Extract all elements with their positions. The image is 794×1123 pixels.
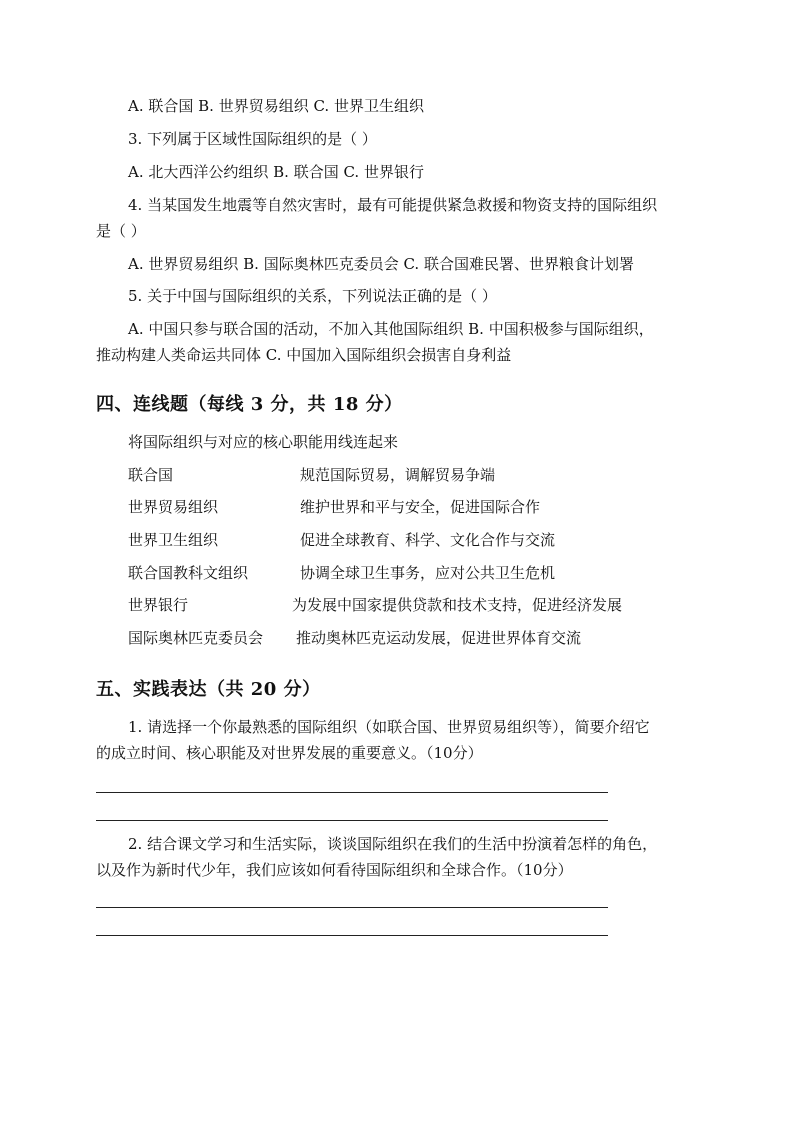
- q1-prompt-line-2: 的成立时间、核心职能及对世界发展的重要意义。（10分）: [96, 744, 483, 762]
- answer-line[interactable]: [96, 820, 608, 821]
- q4-options: A. 世界贸易组织 B. 国际奥林匹克委员会 C. 联合国难民署、世界粮食计划署: [128, 255, 634, 273]
- answer-line[interactable]: [96, 907, 608, 908]
- q3-stem: 3. 下列属于区域性国际组织的是（ ）: [128, 130, 377, 148]
- match-left-item: 联合国教科文组织: [128, 564, 249, 582]
- q1-prompt-line-1: 1. 请选择一个你最熟悉的国际组织（如联合国、世界贸易组织等），简要介绍它: [128, 718, 650, 736]
- answer-line[interactable]: [96, 792, 608, 793]
- match-left-item: 国际奥林匹克委员会: [128, 629, 264, 647]
- answer-line[interactable]: [96, 935, 608, 936]
- match-right-item: 协调全球卫生事务，应对公共卫生危机: [300, 564, 556, 582]
- q5-options-line-2: 推动构建人类命运共同体 C. 中国加入国际组织会损害自身利益: [96, 346, 512, 364]
- q2-options: A. 联合国 B. 世界贸易组织 C. 世界卫生组织: [128, 97, 424, 115]
- match-left-item: 联合国: [128, 466, 174, 484]
- q5-stem: 5. 关于中国与国际组织的关系，下列说法正确的是（ ）: [128, 287, 497, 305]
- section-5-title: 五、实践表达（共 20 分）: [96, 679, 321, 700]
- q4-stem-line-1: 4. 当某国发生地震等自然灾害时，最有可能提供紧急救援和物资支持的国际组织: [128, 196, 658, 214]
- match-right-item: 维护世界和平与安全，促进国际合作: [300, 498, 541, 516]
- section-4-instruction: 将国际组织与对应的核心职能用线连起来: [128, 433, 399, 451]
- match-left-item: 世界银行: [128, 596, 189, 614]
- section-4-title: 四、连线题（每线 3 分，共 18 分）: [96, 394, 403, 415]
- q2-prompt-line-2: 以及作为新时代少年，我们应该如何看待国际组织和全球合作。（10分）: [96, 861, 573, 879]
- q4-stem-line-2: 是（ ）: [96, 222, 146, 240]
- match-right-item: 规范国际贸易，调解贸易争端: [300, 466, 496, 484]
- match-left-item: 世界贸易组织: [128, 498, 219, 516]
- q3-options: A. 北大西洋公约组织 B. 联合国 C. 世界银行: [128, 163, 424, 181]
- match-right-item: 为发展中国家提供贷款和技术支持，促进经济发展: [292, 596, 623, 614]
- match-right-item: 推动奥林匹克运动发展，促进世界体育交流: [296, 629, 582, 647]
- q5-options-line-1: A. 中国只参与联合国的活动，不加入其他国际组织 B. 中国积极参与国际组织，: [128, 320, 654, 338]
- match-right-item: 促进全球教育、科学、文化合作与交流: [300, 531, 556, 549]
- match-left-item: 世界卫生组织: [128, 531, 219, 549]
- q2-prompt-line-1: 2. 结合课文学习和生活实际，谈谈国际组织在我们的生活中扮演着怎样的角色，: [128, 835, 658, 853]
